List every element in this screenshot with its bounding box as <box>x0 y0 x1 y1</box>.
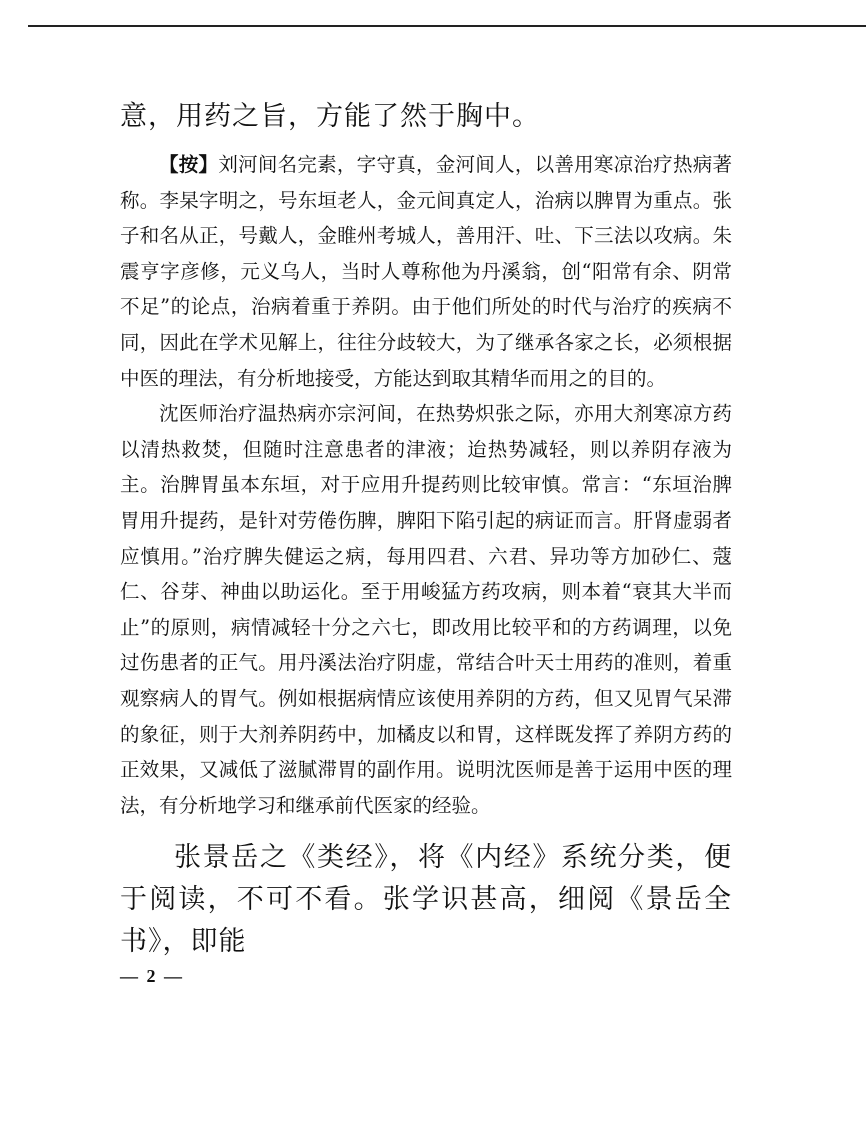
note-paragraph <box>120 147 732 396</box>
lead-fragment: 意，用药之旨，方能了然于胸中。 <box>120 101 540 132</box>
note-tag: 【按】 <box>159 153 219 176</box>
page-body <box>120 96 732 963</box>
commentary-paragraph: 沈医师治疗温热病亦宗河间，在热势炽张之际，亦用大剂寒凉方药以清热救焚，但随时注意患者的津液；迨热势减轻，则以养阴存液为主。治脾胃虽本东垣，对于应用升提药则比较审慎。常言：“东垣治脾胃用升提药，是针对劳倦伤脾，脾阳下陷引起的病证而言。肝肾虚弱者应慎用。”治疗脾失健运之病，每用四君、六君、异功等方加砂仁、蔻仁、谷芽、神曲以助运化。至于用峻猛方药攻病，则本着“衰其大半而止”的原则，病情减轻十分之六七，即改用比较平和的方药调理，以免过伤患者的正气。用丹溪法治疗阴虚，常结合叶天士用药的准则，着重观察病人的胃气。例如根据病情应该使用养阴的方药，但又见胃气呆滞的象征，则于大剂养阴药中，加橘皮以和胃，这样既发挥了养阴方药的正效果，又减低了滋腻滞胃的副作用。说明沈医师是善于运用中医的理法，有分析地学习和继承前代医家的经验。 <box>120 402 732 817</box>
header-rule <box>28 25 866 27</box>
quote-paragraph: 张景岳之《类经》，将《内经》系统分类，便于阅读，不可不看。张学识甚高，细阅《景岳全书》，即能 <box>120 842 732 958</box>
page-number: — 2 — <box>120 966 184 986</box>
note-text: 刘河间名完素，字守真，金河间人，以善用寒凉治疗热病著称。李杲字明之，号东垣老人，金元间真定人，治病以脾胃为重点。张子和名从正，号戴人，金睢州考城人，善用汗、吐、下三法以攻病。朱震亨字彦修，元义乌人，当时人尊称他为丹溪翁，创“阳常有余、阴常不足”的论点，治病着重于养阴。由于他们所处的时代与治疗的疾病不同，因此在学术见解上，往往分歧较大，为了继承各家之长，必须根据中医的理法，有分析地接受，方能达到取其精华而用之的目的。 <box>120 153 732 390</box>
